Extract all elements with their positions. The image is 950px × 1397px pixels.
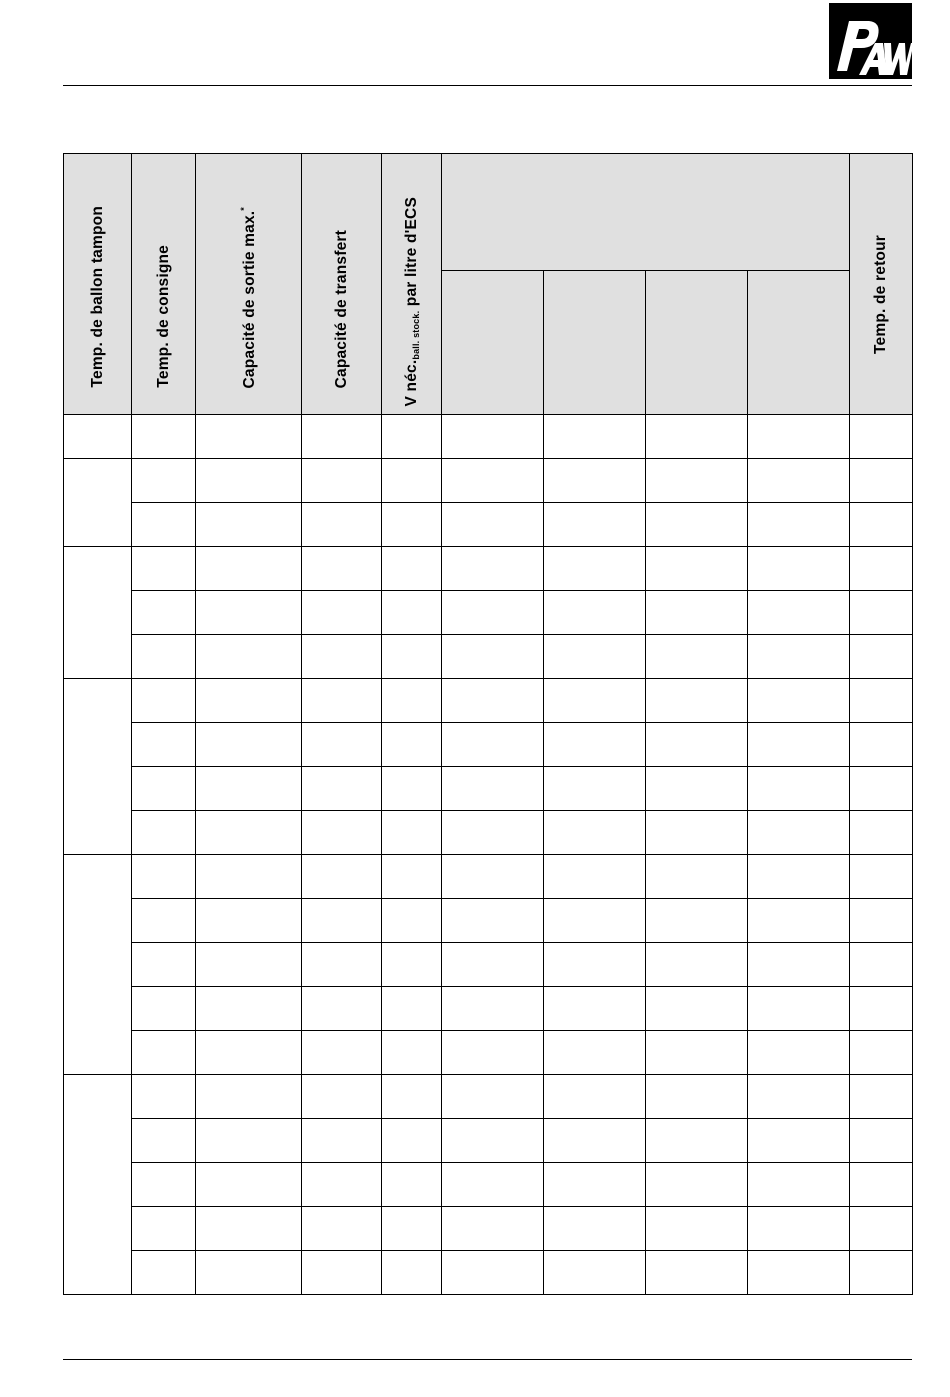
table-cell [302,1251,382,1295]
group-cell [64,679,132,855]
table-cell [646,811,748,855]
table-cell [442,1031,544,1075]
table-cell [196,1163,302,1207]
table-cell [748,1075,850,1119]
table-cell [544,591,646,635]
table-cell [850,1119,913,1163]
table-cell [544,547,646,591]
table-cell [196,415,302,459]
table-cell [850,987,913,1031]
table-cell [748,987,850,1031]
table-cell [646,723,748,767]
table-cell [442,811,544,855]
table-cell [302,459,382,503]
table-cell [748,855,850,899]
table-row [64,679,913,723]
table-cell [748,767,850,811]
table-cell [302,943,382,987]
table-cell [544,1251,646,1295]
table-cell [132,459,196,503]
table-cell [748,635,850,679]
table-cell [132,723,196,767]
table-row [64,1119,913,1163]
col-subheader-4 [748,271,850,415]
table-row [64,1075,913,1119]
col-header-setpoint-temp-label: Temp. de consigne [154,245,172,388]
table-row [64,899,913,943]
table-cell [302,1075,382,1119]
table-cell [850,1207,913,1251]
group-cell [64,1075,132,1295]
table-cell [442,767,544,811]
table-row [64,943,913,987]
table-row [64,1031,913,1075]
group-cell [64,415,132,459]
table-cell [544,723,646,767]
table-cell [442,855,544,899]
table-cell [132,635,196,679]
table-cell [442,1207,544,1251]
table-cell [196,679,302,723]
table-cell [850,1031,913,1075]
table-cell [850,1075,913,1119]
table-row [64,1251,913,1295]
table-cell [382,723,442,767]
table-cell [442,1119,544,1163]
table-cell [196,899,302,943]
table-cell [544,635,646,679]
table-cell [850,547,913,591]
col-header-max-output [196,154,302,415]
table-cell [196,987,302,1031]
table-cell [132,679,196,723]
table-cell [302,1207,382,1251]
table-row [64,987,913,1031]
table-cell [302,635,382,679]
table-cell [850,943,913,987]
table-cell [442,635,544,679]
table-cell [302,591,382,635]
table-cell [544,811,646,855]
table-cell [646,415,748,459]
table-cell [748,943,850,987]
table-cell [442,987,544,1031]
table-cell [382,899,442,943]
table-cell [302,767,382,811]
table-cell [302,855,382,899]
table-cell [302,1163,382,1207]
table-cell [850,591,913,635]
table-cell [302,679,382,723]
table-cell [302,1119,382,1163]
table-cell [442,899,544,943]
table-cell [748,591,850,635]
footer-rule [63,1359,912,1360]
table-cell [382,503,442,547]
col-header-volume-per-litre [382,154,442,415]
table-cell [382,1075,442,1119]
table-cell [442,459,544,503]
table-cell [302,811,382,855]
table-cell [442,943,544,987]
table-cell [850,899,913,943]
table-cell [646,503,748,547]
table-cell [132,503,196,547]
table-cell [850,811,913,855]
table-cell [748,547,850,591]
table-cell [196,811,302,855]
table-cell [646,1207,748,1251]
table-cell [748,811,850,855]
col-header-group [442,154,850,271]
table-cell [196,1207,302,1251]
table-cell [748,503,850,547]
table-cell [748,723,850,767]
table-cell [442,547,544,591]
col-header-max-output-label: Capacité de sortie max.* [238,206,258,388]
table-cell [382,943,442,987]
table-cell [544,987,646,1031]
table-cell [132,1207,196,1251]
table-cell [382,767,442,811]
table-cell [196,1251,302,1295]
table-cell [646,1163,748,1207]
table-cell [132,1163,196,1207]
col-header-return-temp-label: Temp. de retour [872,235,889,354]
table-cell [132,591,196,635]
table-cell [132,547,196,591]
table-cell [544,1207,646,1251]
table-cell [196,547,302,591]
table-cell [646,547,748,591]
header-rule [63,85,912,86]
table-cell [132,415,196,459]
table-row [64,459,913,503]
paw-logo [829,3,912,79]
table-cell [132,767,196,811]
data-table [63,153,913,1295]
table-cell [544,943,646,987]
table-cell [544,855,646,899]
table-cell [442,679,544,723]
table-row [64,1163,913,1207]
table-cell [132,1251,196,1295]
table-cell [382,547,442,591]
table-cell [442,1075,544,1119]
group-cell [64,855,132,1075]
table-cell [196,767,302,811]
table-cell [850,723,913,767]
table-cell [302,987,382,1031]
table-cell [748,1163,850,1207]
table-cell [748,1207,850,1251]
table-cell [302,1031,382,1075]
col-header-setpoint-temp [132,154,196,415]
col-header-buffer-temp [64,154,132,415]
table-cell [544,679,646,723]
table-cell [850,679,913,723]
table-cell [302,547,382,591]
table-cell [382,459,442,503]
table-cell [748,899,850,943]
table-cell [646,1031,748,1075]
table-row [64,723,913,767]
col-header-buffer-temp-label: Temp. de ballon tampon [88,206,106,388]
table-row [64,767,913,811]
table-cell [850,767,913,811]
table-cell [646,943,748,987]
table-cell [748,415,850,459]
table-cell [302,503,382,547]
table-cell [850,855,913,899]
table-cell [382,415,442,459]
table-cell [544,415,646,459]
col-subheader-2 [544,271,646,415]
table-cell [382,1031,442,1075]
table-row [64,591,913,635]
table-cell [646,1075,748,1119]
table-cell [748,459,850,503]
table-cell [544,1075,646,1119]
table-cell [132,987,196,1031]
table-cell [646,767,748,811]
table-cell [382,1119,442,1163]
table-cell [196,1075,302,1119]
table-cell [442,1251,544,1295]
table-cell [646,591,748,635]
table-cell [302,723,382,767]
table-cell [196,459,302,503]
table-cell [544,503,646,547]
table-cell [850,635,913,679]
table-row [64,855,913,899]
table-cell [748,1251,850,1295]
table-cell [302,415,382,459]
table-row [64,547,913,591]
table-cell [850,1163,913,1207]
table-cell [132,943,196,987]
table-cell [850,503,913,547]
table-cell [544,1031,646,1075]
table-cell [196,503,302,547]
table-cell [646,855,748,899]
col-header-transfer-capacity-label: Capacité de transfert [332,229,350,388]
table-row [64,503,913,547]
table-cell [442,503,544,547]
table-cell [442,591,544,635]
table-cell [748,679,850,723]
table-cell [646,899,748,943]
table-cell [382,679,442,723]
table-cell [382,591,442,635]
col-header-volume-per-litre-label: V $néc._{ball. stock.}$ par litre d'ECS [402,196,421,406]
group-cell [64,547,132,679]
table-row [64,1207,913,1251]
table-cell [132,899,196,943]
table-cell [442,1163,544,1207]
table-cell [646,1119,748,1163]
table-cell [850,415,913,459]
table-cell [544,1119,646,1163]
table-cell [196,1119,302,1163]
table-cell [646,459,748,503]
table-cell [382,811,442,855]
table-cell [382,1207,442,1251]
table-cell [382,855,442,899]
col-subheader-1 [442,271,544,415]
table-cell [850,1251,913,1295]
table-cell [196,591,302,635]
table-cell [382,1163,442,1207]
table-cell [544,899,646,943]
col-header-return-temp [850,154,913,415]
table-cell [382,1251,442,1295]
table-cell [850,459,913,503]
table-cell [544,1163,646,1207]
table-cell [132,1031,196,1075]
table-cell [646,987,748,1031]
table-row [64,635,913,679]
table-cell [442,415,544,459]
table-cell [132,855,196,899]
table-cell [544,767,646,811]
table-cell [302,899,382,943]
table-cell [196,855,302,899]
table-cell [132,811,196,855]
table-cell [748,1031,850,1075]
table-cell [748,1119,850,1163]
table-cell [646,1251,748,1295]
table-cell [196,723,302,767]
table-cell [646,679,748,723]
table-cell [132,1119,196,1163]
table-cell [132,1075,196,1119]
col-subheader-3 [646,271,748,415]
table-body [64,415,913,1295]
table-cell [442,723,544,767]
table-cell [382,987,442,1031]
table-cell [544,459,646,503]
table-row [64,415,913,459]
table-cell [196,943,302,987]
table-cell [646,635,748,679]
col-header-transfer-capacity [302,154,382,415]
table-cell [196,635,302,679]
table-cell [196,1031,302,1075]
group-cell [64,459,132,547]
table-row [64,811,913,855]
table-cell [382,635,442,679]
